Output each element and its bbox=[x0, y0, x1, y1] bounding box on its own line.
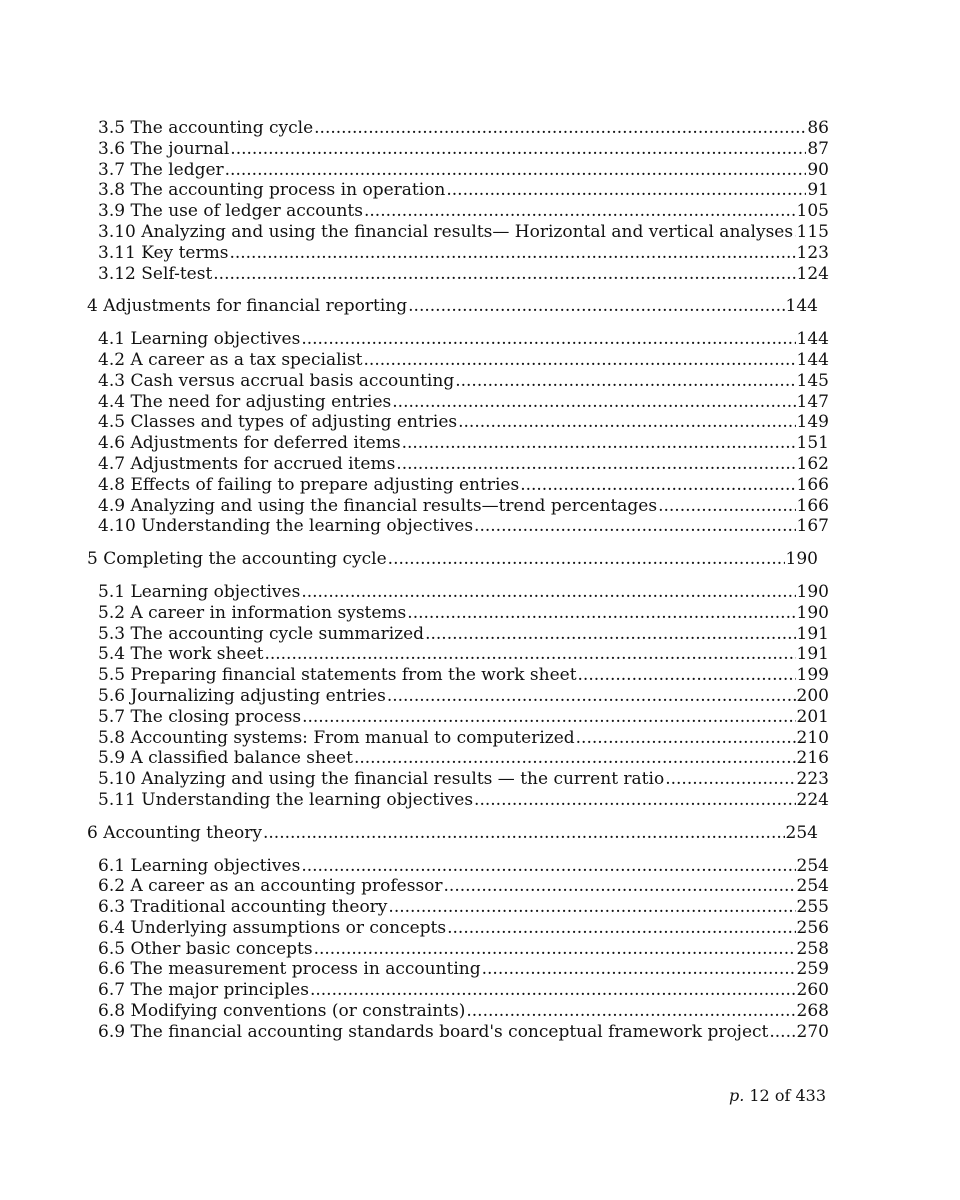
toc-entry-page: 190 bbox=[796, 602, 829, 623]
toc-dot-leader bbox=[665, 769, 795, 790]
toc-dot-leader bbox=[229, 243, 795, 264]
toc-entry-title: 5.6 Journalizing adjusting entries bbox=[98, 685, 386, 706]
toc-entry-page: 201 bbox=[796, 706, 829, 727]
toc-section-entry bbox=[98, 1022, 829, 1043]
toc-section-entry bbox=[98, 769, 829, 790]
toc-entry-title: 3.12 Self-test bbox=[98, 263, 213, 284]
toc-entry-title: 6.7 The major principles bbox=[98, 980, 309, 1001]
toc-section-entry bbox=[98, 748, 829, 769]
toc-section-entry bbox=[98, 624, 829, 645]
toc-dot-leader bbox=[301, 329, 795, 350]
toc-dot-leader bbox=[425, 624, 795, 645]
toc-section-entry bbox=[98, 939, 829, 960]
toc-entry-page: 147 bbox=[796, 391, 829, 412]
toc-entry-page: 200 bbox=[796, 685, 829, 706]
toc-dot-leader bbox=[225, 160, 807, 181]
toc-section-entry bbox=[98, 665, 829, 686]
toc-entry-page: 144 bbox=[785, 296, 818, 317]
toc-entry-page: 254 bbox=[785, 822, 818, 843]
toc-entry-page: 270 bbox=[796, 1021, 829, 1042]
toc-entry-title: 5.7 The closing process bbox=[98, 706, 302, 727]
toc-entry-page: 105 bbox=[796, 201, 829, 222]
toc-dot-leader bbox=[310, 980, 796, 1001]
toc-dot-leader bbox=[466, 1001, 795, 1022]
toc-entry-title: 5.10 Analyzing and using the financial results — the current ratio bbox=[98, 769, 665, 790]
toc-entry-page: 190 bbox=[785, 549, 818, 570]
toc-entry-page: 256 bbox=[796, 917, 829, 938]
toc-dot-leader bbox=[578, 665, 796, 686]
toc-section-entry bbox=[98, 160, 829, 181]
toc-entry-title: 4.5 Classes and types of adjusting entries bbox=[98, 412, 458, 433]
toc-entry-title: 6.9 The financial accounting standards board's conceptual framework project bbox=[98, 1021, 769, 1042]
toc-dot-leader bbox=[264, 644, 795, 665]
toc-entry-title: 6.4 Underlying assumptions or concepts bbox=[98, 917, 447, 938]
toc-dot-leader bbox=[402, 433, 796, 454]
toc-entry-title: 4.10 Understanding the learning objectives bbox=[98, 516, 474, 537]
toc-entry-title: 4.3 Cash versus accrual basis accounting bbox=[98, 370, 455, 391]
toc-entry-title: 6.2 A career as an accounting professor bbox=[98, 876, 443, 897]
toc-dot-leader bbox=[396, 454, 795, 475]
toc-entry-page: 210 bbox=[796, 727, 829, 748]
toc-dot-leader bbox=[302, 707, 795, 728]
toc-entry-page: 268 bbox=[796, 1001, 829, 1022]
toc-entry-page: 191 bbox=[796, 644, 829, 665]
toc-entry-page: 223 bbox=[796, 769, 829, 790]
toc-entry-title: 6.6 The measurement process in accounting bbox=[98, 959, 481, 980]
toc-dot-leader bbox=[387, 686, 796, 707]
toc-dot-leader bbox=[213, 264, 795, 285]
toc-entry-title: 5.3 The accounting cycle summarized bbox=[98, 623, 425, 644]
toc-entry-page: 145 bbox=[796, 370, 829, 391]
toc-entry-title: 4.9 Analyzing and using the financial results—trend percentages bbox=[98, 495, 658, 516]
toc-entry-page: 191 bbox=[796, 623, 829, 644]
toc-entry-title: 5.8 Accounting systems: From manual to computerized bbox=[98, 727, 575, 748]
toc-section-entry bbox=[98, 876, 829, 897]
table-of-contents bbox=[0, 118, 960, 1043]
toc-dot-leader bbox=[301, 582, 795, 603]
toc-entry-title: 5.9 A classified balance sheet bbox=[98, 748, 353, 769]
toc-section-entry bbox=[98, 516, 829, 537]
toc-entry-title: 6.5 Other basic concepts bbox=[98, 938, 313, 959]
toc-section-entry bbox=[98, 686, 829, 707]
page-label: p. bbox=[728, 1086, 745, 1105]
toc-section-entry bbox=[98, 918, 829, 939]
toc-entry-title: 5 Completing the accounting cycle bbox=[87, 549, 387, 570]
toc-chapter-entry bbox=[87, 823, 818, 844]
toc-section-entry bbox=[98, 118, 829, 139]
toc-section-entry bbox=[98, 329, 829, 350]
toc-entry-page: 190 bbox=[796, 581, 829, 602]
toc-entry-title: 3.7 The ledger bbox=[98, 159, 224, 180]
toc-entry-page: 166 bbox=[796, 495, 829, 516]
toc-entry-page: 87 bbox=[807, 138, 829, 159]
toc-entry-page: 151 bbox=[796, 433, 829, 454]
toc-entry-title: 5.2 A career in information systems bbox=[98, 602, 407, 623]
toc-entry-page: 255 bbox=[796, 897, 829, 918]
toc-entry-page: 123 bbox=[796, 242, 829, 263]
toc-entry-page: 216 bbox=[796, 748, 829, 769]
toc-section-entry bbox=[98, 980, 829, 1001]
toc-dot-leader bbox=[354, 748, 796, 769]
toc-entry-title: 3.9 The use of ledger accounts bbox=[98, 201, 363, 222]
toc-dot-leader bbox=[314, 118, 806, 139]
toc-section-entry bbox=[98, 1001, 829, 1022]
toc-entry-title: 5.1 Learning objectives bbox=[98, 581, 301, 602]
toc-section-entry bbox=[98, 264, 829, 285]
toc-entry-page: 115 bbox=[796, 221, 829, 242]
toc-dot-leader bbox=[576, 728, 796, 749]
toc-entry-title: 4.4 The need for adjusting entries bbox=[98, 391, 392, 412]
toc-entry-title: 3.10 Analyzing and using the financial results— Horizontal and vertical analyses bbox=[98, 221, 794, 242]
toc-dot-leader bbox=[769, 1022, 795, 1043]
toc-entry-page: 124 bbox=[796, 263, 829, 284]
toc-dot-leader bbox=[455, 371, 795, 392]
page-number-footer bbox=[729, 1086, 826, 1105]
toc-entry-page: 258 bbox=[796, 938, 829, 959]
toc-section-entry bbox=[98, 496, 829, 517]
toc-section-entry bbox=[98, 475, 829, 496]
toc-entry-page: 144 bbox=[796, 329, 829, 350]
toc-entry-title: 4 Adjustments for financial reporting bbox=[87, 296, 408, 317]
toc-section-entry bbox=[98, 392, 829, 413]
toc-entry-title: 6.3 Traditional accounting theory bbox=[98, 897, 388, 918]
toc-entry-title: 6 Accounting theory bbox=[87, 822, 262, 843]
toc-entry-title: 4.1 Learning objectives bbox=[98, 329, 301, 350]
toc-entry-title: 4.8 Effects of failing to prepare adjusting entries bbox=[98, 474, 520, 495]
toc-entry-page: 166 bbox=[796, 474, 829, 495]
toc-entry-title: 6.1 Learning objectives bbox=[98, 855, 301, 876]
toc-entry-title: 5.11 Understanding the learning objectives bbox=[98, 789, 474, 810]
toc-entry-page: 260 bbox=[796, 980, 829, 1001]
toc-section-entry bbox=[98, 644, 829, 665]
toc-section-entry bbox=[98, 180, 829, 201]
toc-dot-leader bbox=[263, 823, 785, 844]
toc-dot-leader bbox=[446, 180, 806, 201]
toc-section-entry bbox=[98, 371, 829, 392]
toc-entry-page: 91 bbox=[807, 180, 829, 201]
toc-entry-page: 144 bbox=[796, 349, 829, 370]
toc-dot-leader bbox=[388, 897, 795, 918]
toc-dot-leader bbox=[474, 516, 796, 537]
toc-dot-leader bbox=[794, 222, 795, 243]
toc-section-entry bbox=[98, 603, 829, 624]
toc-entry-title: 5.5 Preparing financial statements from the work sheet bbox=[98, 665, 577, 686]
toc-entry-title: 4.6 Adjustments for deferred items bbox=[98, 433, 401, 454]
toc-entry-title: 3.11 Key terms bbox=[98, 242, 229, 263]
toc-section-entry bbox=[98, 201, 829, 222]
toc-dot-leader bbox=[364, 350, 796, 371]
toc-entry-title: 3.6 The journal bbox=[98, 138, 230, 159]
toc-entry-title: 3.5 The accounting cycle bbox=[98, 118, 314, 138]
toc-entry-title: 5.4 The work sheet bbox=[98, 644, 264, 665]
toc-dot-leader bbox=[388, 549, 785, 570]
toc-entry-page: 254 bbox=[796, 855, 829, 876]
toc-entry-page: 259 bbox=[796, 959, 829, 980]
toc-dot-leader bbox=[301, 856, 795, 877]
toc-dot-leader bbox=[444, 876, 796, 897]
toc-chapter-entry bbox=[87, 549, 818, 570]
toc-section-entry bbox=[98, 222, 829, 243]
toc-section-entry bbox=[98, 728, 829, 749]
toc-section-entry bbox=[98, 350, 829, 371]
toc-entry-page: 254 bbox=[796, 876, 829, 897]
toc-dot-leader bbox=[314, 939, 796, 960]
page-count: 12 of 433 bbox=[749, 1086, 826, 1105]
toc-chapter-entry bbox=[87, 296, 818, 317]
toc-dot-leader bbox=[658, 496, 795, 517]
toc-entry-page: 90 bbox=[807, 159, 829, 180]
toc-dot-leader bbox=[458, 412, 795, 433]
toc-section-entry bbox=[98, 790, 829, 811]
toc-section-entry bbox=[98, 412, 829, 433]
toc-entry-title: 4.2 A career as a tax specialist bbox=[98, 349, 363, 370]
toc-dot-leader bbox=[364, 201, 796, 222]
toc-dot-leader bbox=[474, 790, 796, 811]
toc-dot-leader bbox=[408, 296, 784, 317]
toc-dot-leader bbox=[230, 139, 806, 160]
toc-entry-page: 167 bbox=[796, 516, 829, 537]
toc-entry-title: 6.8 Modifying conventions (or constraints) bbox=[98, 1001, 466, 1022]
toc-entry-page: 86 bbox=[807, 118, 829, 138]
toc-entry-page: 199 bbox=[796, 665, 829, 686]
toc-dot-leader bbox=[520, 475, 795, 496]
toc-section-entry bbox=[98, 897, 829, 918]
toc-entry-page: 149 bbox=[796, 412, 829, 433]
toc-section-entry bbox=[98, 433, 829, 454]
toc-entry-page: 224 bbox=[796, 789, 829, 810]
toc-entry-title: 4.7 Adjustments for accrued items bbox=[98, 453, 396, 474]
toc-section-entry bbox=[98, 139, 829, 160]
toc-entry-page: 162 bbox=[796, 453, 829, 474]
toc-dot-leader bbox=[407, 603, 795, 624]
toc-section-entry bbox=[98, 959, 829, 980]
toc-section-entry bbox=[98, 243, 829, 264]
toc-section-entry bbox=[98, 856, 829, 877]
toc-dot-leader bbox=[447, 918, 795, 939]
toc-section-entry bbox=[98, 582, 829, 603]
toc-entry-title: 3.8 The accounting process in operation bbox=[98, 180, 446, 201]
toc-section-entry bbox=[98, 454, 829, 475]
toc-dot-leader bbox=[392, 392, 795, 413]
toc-section-entry bbox=[98, 707, 829, 728]
toc-dot-leader bbox=[482, 959, 796, 980]
